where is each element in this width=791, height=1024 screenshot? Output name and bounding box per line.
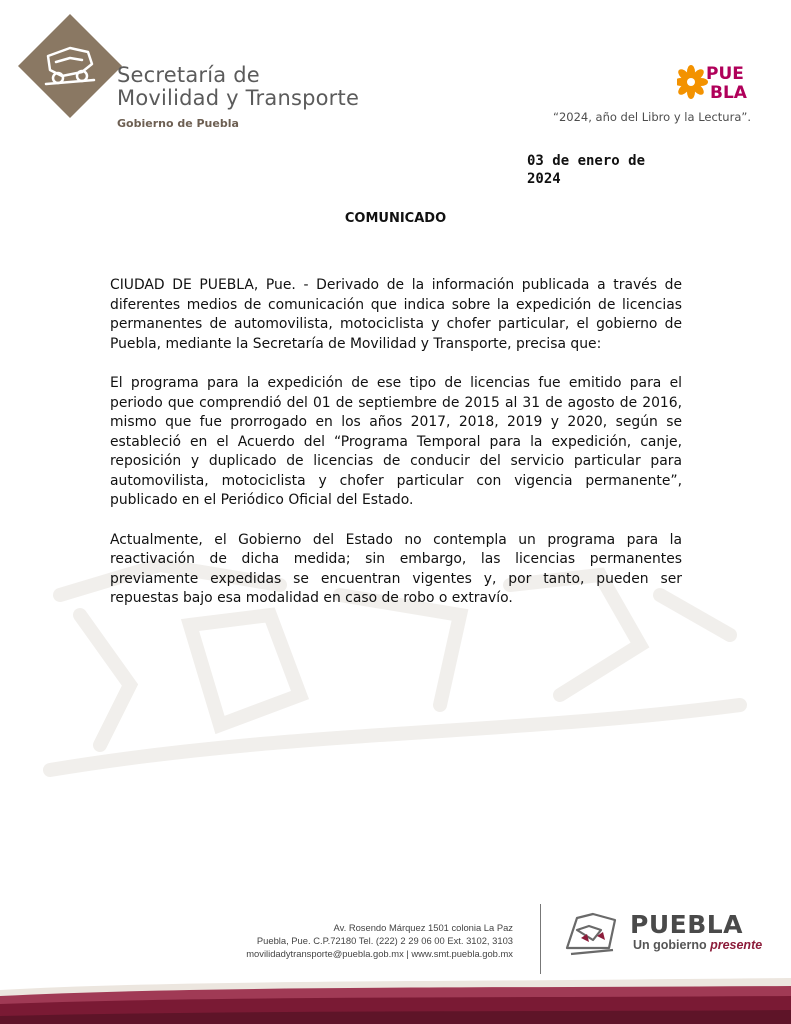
footer-brand: PUEBLA [630, 910, 744, 939]
motto: “2024, año del Libro y la Lectura”. [552, 110, 751, 124]
document-date: 03 de enero de 2024 [527, 153, 646, 187]
puebla-flower-logo [677, 60, 747, 104]
address-line-1: Av. Rosendo Márquez 1501 colonia La Paz [333, 922, 513, 933]
footer-divider [540, 904, 541, 974]
address-line-2: Puebla, Pue. C.P.72180 Tel. (222) 2 29 06 00 Ext. 3102, 3103 [256, 935, 513, 946]
paragraph-1: CIUDAD DE PUEBLA, Pue. - Derivado de la información publicada a través de diferentes medios de comunicación que indica sobre la expedición de licencias permanentes de automovilista, motociclista y chofer particular, el gobierno de Puebla, mediante la Secretaría de Movilidad y Transporte, precisa que: [110, 277, 682, 352]
puebla-logo-top: PUE [706, 64, 744, 84]
secretaria-line-2: Movilidad y Transporte [117, 86, 360, 110]
secretaria-line-1: Secretaría de [117, 63, 260, 87]
tagline-accent: presente [710, 938, 763, 952]
paragraph-3: Actualmente, el Gobierno del Estado no contempla un programa para la reactivación de dicha medida; sin embargo, las licencias permanentes previamente expedidas se encuentran vigentes y, por tanto, pueden ser repuestas bajo esa modalidad en caso de robo o extravío. [110, 531, 682, 606]
secretaria-name [117, 64, 359, 110]
footer-tagline [633, 938, 762, 952]
puebla-coat-of-arms-icon [563, 908, 621, 958]
paragraph-2: El programa para la expedición de ese tipo de licencias fue emitido para el periodo que comprendió del 01 de septiembre de 2015 al 31 de agosto de 2016, mismo que fue prorrogado en los años 2017, 2018, 2019 y 2020, según se estableció en el Acuerdo del “Programa Temporal para la expedición, canje, reposición y duplicado de licencias de conducir del servicio particular para automovilista, motociclista y chofer particular con vigencia permanente”, publicado en el Periódico Oficial del Estado. [110, 375, 682, 508]
document-body [110, 276, 682, 629]
document-title: COMUNICADO [344, 211, 447, 226]
address-line-3: movilidadytransporte@puebla.gob.mx | www.smt.puebla.gob.mx [246, 948, 513, 959]
gobierno-label: Gobierno de Puebla [117, 117, 239, 130]
secretaria-diamond-logo [18, 14, 122, 118]
footer-color-band [0, 976, 791, 1024]
tagline-prefix: Un gobierno [633, 938, 711, 952]
puebla-logo-bottom: BLA [710, 83, 747, 103]
footer-address [205, 921, 513, 960]
